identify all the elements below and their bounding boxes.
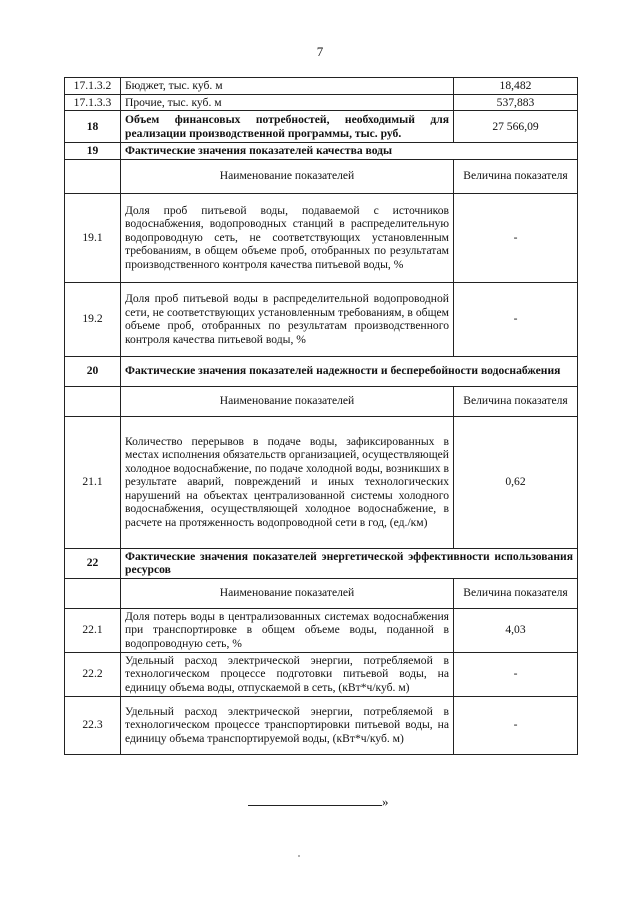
table-row [65, 652, 578, 696]
row-number: 21.1 [65, 416, 121, 548]
row-value: 537,883 [454, 94, 578, 111]
row-text: Доля проб питьевой воды в распределительной водопроводной сети, не соответствующих установленным требованиям, в общем объеме проб, отобранных по результатам производственного контроля качества питьевой воды, % [121, 282, 454, 356]
section-number: 20 [65, 356, 121, 386]
row-value: 4,03 [454, 608, 578, 652]
row-value: - [454, 282, 578, 356]
scan-speck [298, 855, 300, 857]
column-header-row [65, 386, 578, 416]
table-row [65, 608, 578, 652]
section-title: Фактические значения показателей качества воды [121, 143, 578, 160]
header-name: Наименование показателей [121, 386, 454, 416]
closing-quote: » [382, 794, 389, 809]
row-text: Доля проб питьевой воды, подаваемой с источников водоснабжения, водопроводных станций в распределительную водопроводную сеть, не соответствующих установленным требованиям, в общем объеме проб, отобранных по результатам производственного контроля качества питьевой воды, % [121, 193, 454, 282]
row-value: - [454, 696, 578, 754]
header-value: Величина показателя [454, 578, 578, 608]
row-text: Удельный расход электрической энергии, потребляемой в технологическом процессе подготовки питьевой воды, на единицу объема воды, отпускаемой в сеть, (кВт*ч/куб. м) [121, 652, 454, 696]
row-text: Объем финансовых потребностей, необходимый для реализации производственной программы, тыс. руб. [121, 111, 454, 143]
row-value: - [454, 193, 578, 282]
section-number: 19 [65, 143, 121, 160]
table-row [65, 416, 578, 548]
header-name: Наименование показателей [121, 578, 454, 608]
row-value: - [454, 652, 578, 696]
row-text: Доля потерь воды в централизованных системах водоснабжения при транспортировке в общем объеме воды, поданной в водопроводную сеть, % [121, 608, 454, 652]
table-row [65, 282, 578, 356]
section-title: Фактические значения показателей надежности и бесперебойности водоснабжения [121, 356, 578, 386]
page-number: 7 [316, 44, 324, 59]
row-number: 17.1.3.2 [65, 78, 121, 95]
row-number: 19.1 [65, 193, 121, 282]
row-text: Прочие, тыс. куб. м [121, 94, 454, 111]
row-value: 27 566,09 [454, 111, 578, 143]
row-number: 17.1.3.3 [65, 94, 121, 111]
row-text: Бюджет, тыс. куб. м [121, 78, 454, 95]
row-number: 18 [65, 111, 121, 143]
indicators-table [64, 77, 578, 755]
row-number: 22.1 [65, 608, 121, 652]
row-number: 22.3 [65, 696, 121, 754]
header-value: Величина показателя [454, 159, 578, 193]
section-row [65, 548, 578, 578]
section-number: 22 [65, 548, 121, 578]
closing-underline [248, 795, 382, 806]
table-row [65, 111, 578, 143]
row-number: 19.2 [65, 282, 121, 356]
row-text: Количество перерывов в подаче воды, зафиксированных в местах исполнения обязательств организацией, осуществляющей холодное водоснабжение, по подаче холодной воды, возникших в результате аварий, повреждений и иных технологических нарушений на объектах централизованной системы холодного водоснабжения, осуществляющей холодное водоснабжение, в расчете на протяженность водопроводной сети в год, (ед./км) [121, 416, 454, 548]
column-header-row [65, 578, 578, 608]
section-title: Фактические значения показателей энергетической эффективности использования ресурсов [121, 548, 578, 578]
closing-line [248, 794, 389, 810]
row-text: Удельный расход электрической энергии, потребляемой в технологическом процессе транспортировки питьевой воды, на единицу объема транспортируемой воды, (кВт*ч/куб. м) [121, 696, 454, 754]
header-name: Наименование показателей [121, 159, 454, 193]
table-row [65, 78, 578, 95]
header-value: Величина показателя [454, 386, 578, 416]
row-value: 18,482 [454, 78, 578, 95]
row-value: 0,62 [454, 416, 578, 548]
table-row [65, 94, 578, 111]
row-number: 22.2 [65, 652, 121, 696]
column-header-row [65, 159, 578, 193]
section-row [65, 143, 578, 160]
section-row [65, 356, 578, 386]
table-row [65, 193, 578, 282]
table-row [65, 696, 578, 754]
